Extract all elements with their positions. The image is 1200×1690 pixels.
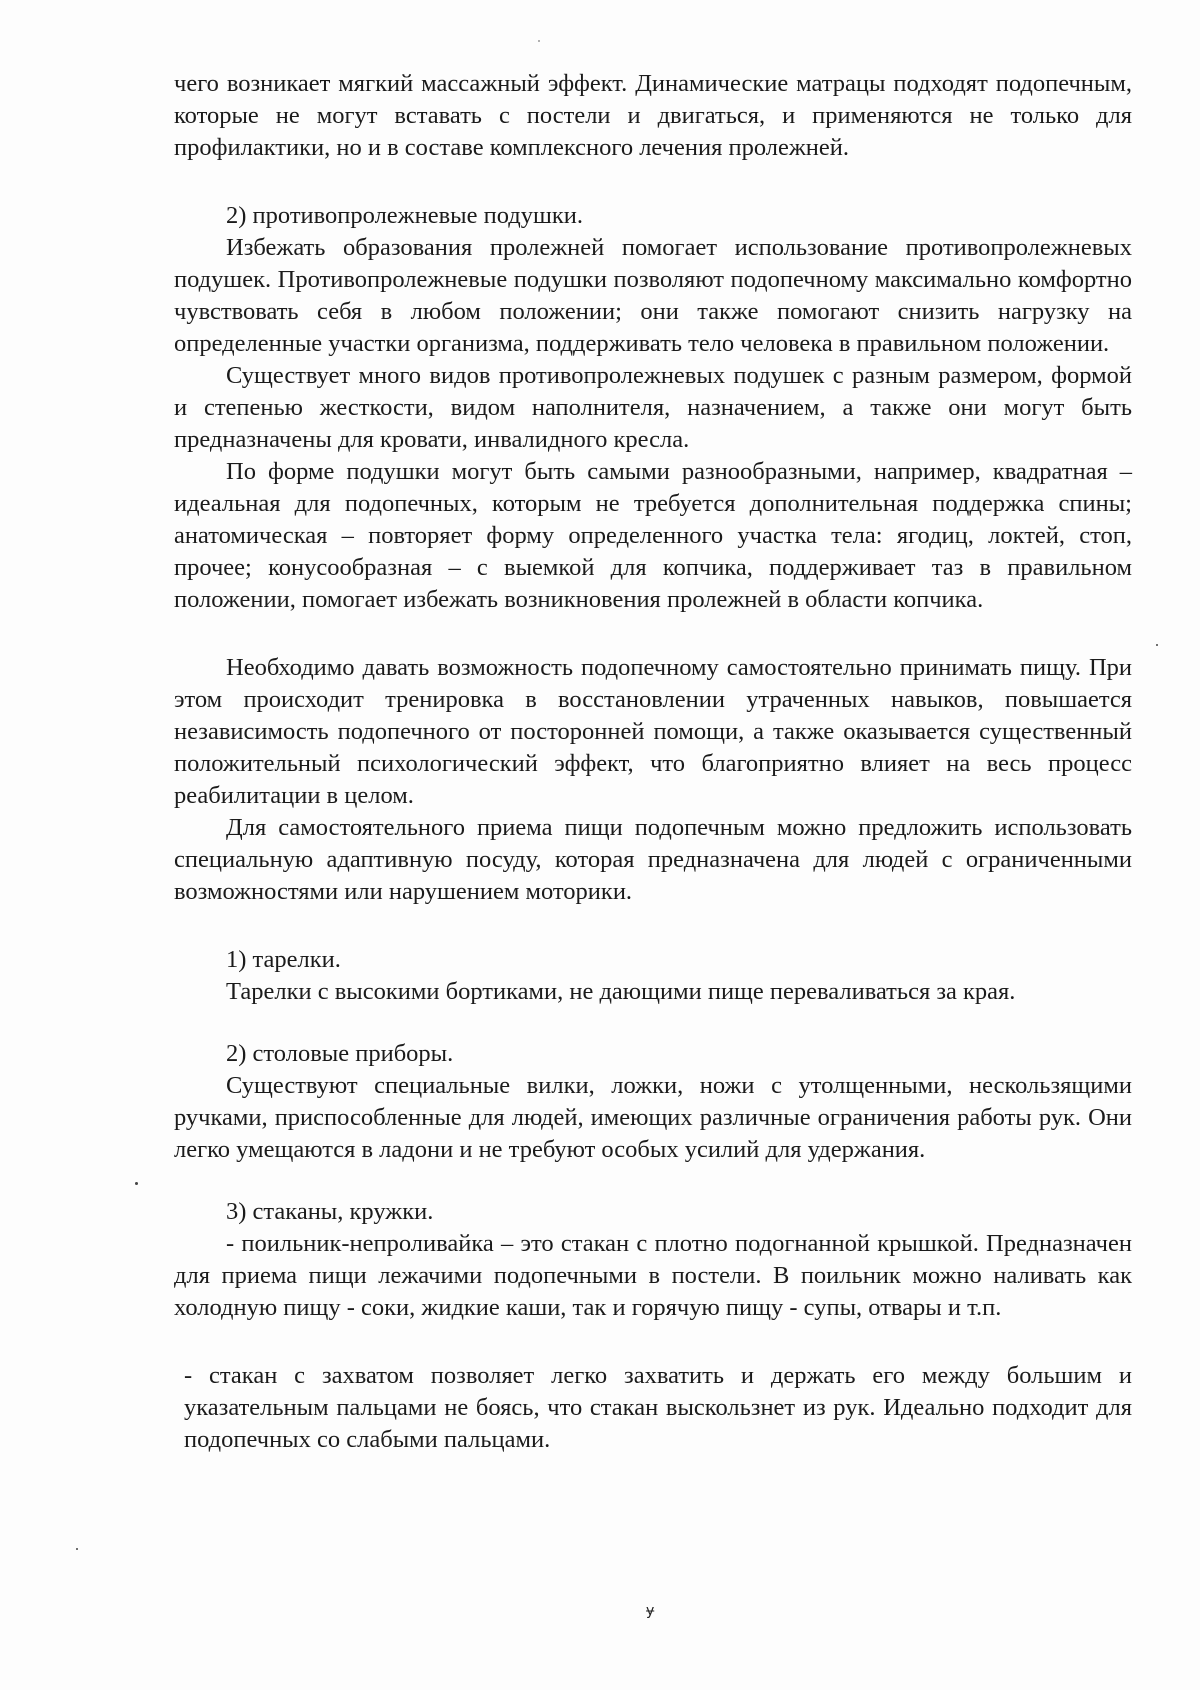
grip-cup-block	[184, 1360, 1132, 1456]
paragraph-grip-cup: - стакан с захватом позволяет легко захватить и держать его между большим и указательным пальцами не боясь, что стакан выскользнет из рук. Идеально подходит для подопечных со слабыми пальцами.	[184, 1362, 1132, 1453]
scan-speck	[76, 1548, 78, 1550]
paragraph-sippy-cup: - поильник-непроливайка – это стакан с плотно подогнанной крышкой. Предназначен для приема пищи лежачими подопечными в постели. В поильник можно наливать как холодную пищу - соки, жидкие каши, так и горячую пищу - супы, отвары и т.п.	[174, 1230, 1132, 1321]
page-scan-mark: ɏ	[646, 1603, 655, 1619]
paragraph-cushions-intro: Избежать образования пролежней помогает использование противопролежневых подушек. Противопролежневые подушки позволяют подопечному максимально комфортно чувствовать себя в любом положении; они также помогают снизить нагрузку на определенные участки организма, поддерживать тело человека в правильном положении.	[174, 234, 1132, 357]
paragraph-adaptive-dishes: Для самостоятельного приема пищи подопечным можно предложить использовать специальную адаптивную посуду, которая предназначена для людей с ограниченными возможностями или нарушением моторики.	[174, 814, 1132, 905]
paragraph-dynamic-mattresses: чего возникает мягкий массажный эффект. Динамические матрацы подходят подопечным, которые не могут вставать с постели и двигаться, и применяются не только для профилактики, но и в составе комплексного лечения пролежней.	[174, 70, 1132, 161]
heading-cushions: 2) противопролежневые подушки.	[226, 202, 583, 229]
scan-speck	[1156, 644, 1158, 646]
paragraph-cutlery: Существуют специальные вилки, ложки, ножи с утолщенными, нескользящими ручками, приспособленные для людей, имеющих различные ограничения работы рук. Они легко умещаются в ладони и не требуют особых усилий для удержания.	[174, 1072, 1132, 1163]
heading-cutlery: 2) столовые приборы.	[226, 1040, 454, 1067]
scan-speck	[135, 1182, 138, 1185]
heading-plates: 1) тарелки.	[226, 946, 341, 973]
document-body	[174, 68, 1132, 1456]
paragraph-cushion-types: Существует много видов противопролежневых подушек с разным размером, формой и степенью жесткости, видом наполнителя, назначением, а также они могут быть предназначены для кровати, инвалидного кресла.	[174, 362, 1132, 453]
scan-speck	[538, 40, 540, 42]
paragraph-plates: Тарелки с высокими бортиками, не дающими пище переваливаться за края.	[226, 978, 1016, 1005]
paragraph-cushion-shapes: По форме подушки могут быть самыми разнообразными, например, квадратная – идеальная для подопечных, которым не требуется дополнительная поддержка спины; анатомическая – повторяет форму определенного участка тела: ягодиц, локтей, стоп, прочее; конусообразная – с выемкой для копчика, поддерживает таз в правильном положении, помогает избежать возникновения пролежней в области копчика.	[174, 458, 1132, 613]
heading-cups: 3) стаканы, кружки.	[226, 1198, 434, 1225]
paragraph-self-feeding: Необходимо давать возможность подопечному самостоятельно принимать пищу. При этом происходит тренировка в восстановлении утраченных навыков, повышается независимость подопечного от посторонней помощи, а также оказывается существенный положительный психологический эффект, что благоприятно влияет на весь процесс реабилитации в целом.	[174, 654, 1132, 809]
